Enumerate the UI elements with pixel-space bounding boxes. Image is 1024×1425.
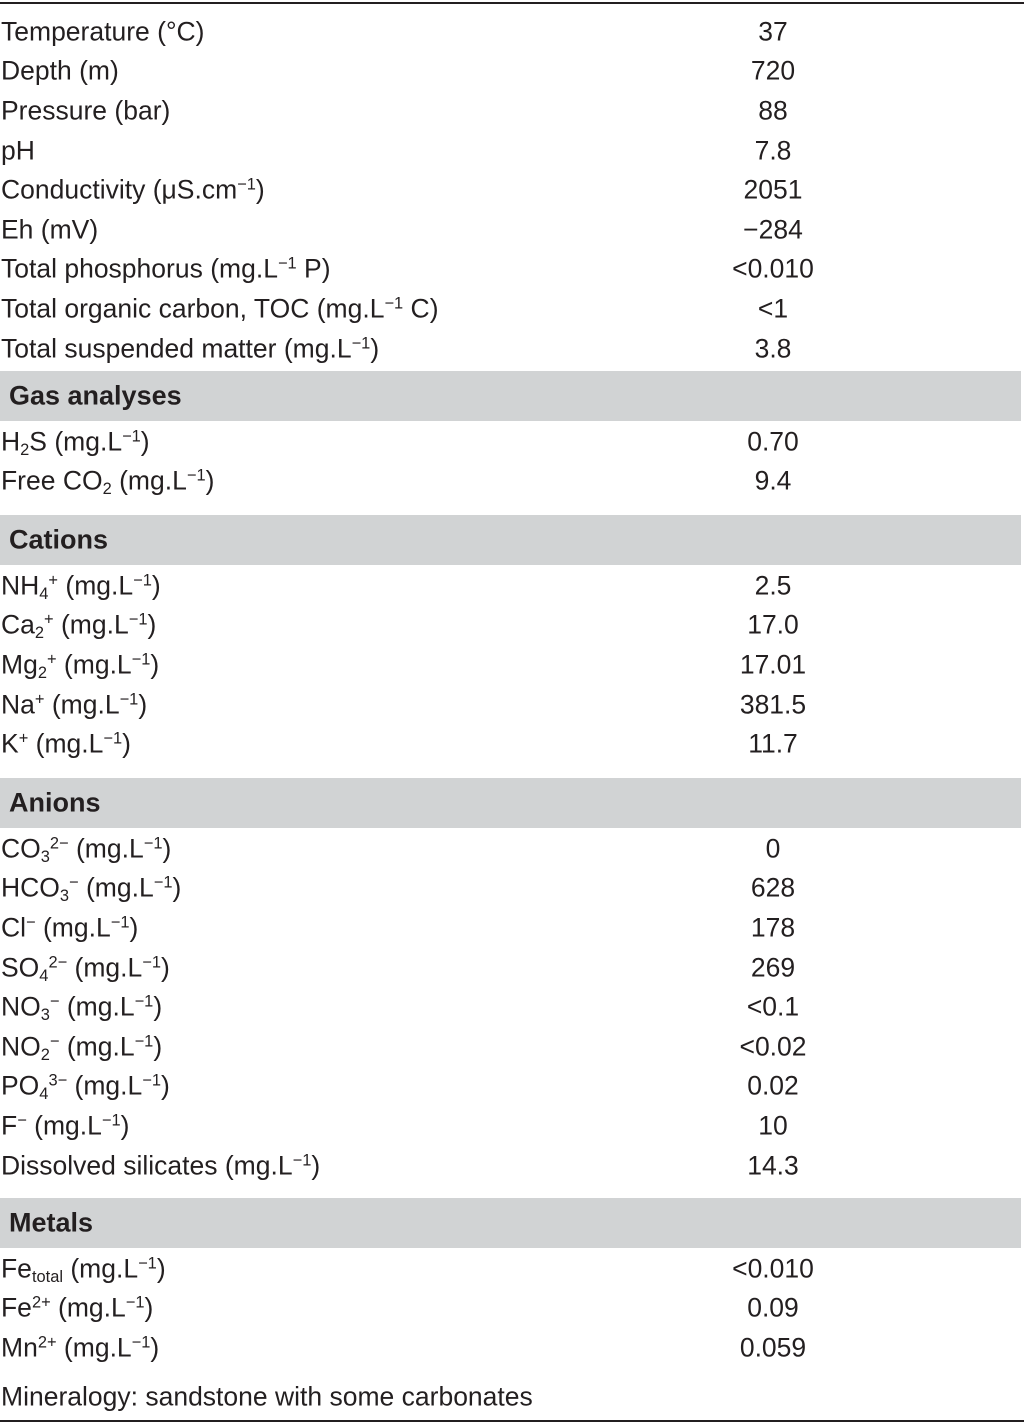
label-unit: (mg.L (58, 570, 134, 601)
label-unit-exponent: −1 (128, 610, 148, 629)
label-unit: (mg.L (217, 1150, 293, 1181)
label-unit: (mg.L (68, 833, 144, 864)
label-unit-close: ) (255, 174, 265, 205)
row-label (1, 466, 214, 497)
label-unit: (mg.L (59, 991, 135, 1022)
label-text: NH (1, 570, 40, 601)
label-ion-charge: 3− (48, 1071, 68, 1090)
row-value: 0.059 (739, 1332, 807, 1363)
label-unit: (mg.L (53, 609, 129, 640)
label-subscript: 4 (39, 966, 49, 985)
label-ion-charge: − (49, 992, 60, 1011)
label-unit-exponent: −1 (131, 1333, 151, 1352)
table-row (0, 1067, 1024, 1107)
table-row (0, 908, 1024, 948)
table-row (0, 987, 1024, 1027)
section-title: Metals (9, 1207, 94, 1238)
label-text: CO (1, 833, 41, 864)
row-value: 2.5 (754, 570, 792, 601)
label-subscript: 2 (20, 440, 30, 459)
row-value: 3.8 (754, 333, 792, 364)
label-ion-charge: + (34, 690, 45, 709)
table-row (0, 948, 1024, 988)
table-row (0, 329, 1024, 369)
table-row (0, 685, 1024, 725)
label-unit: (mg.L (56, 649, 132, 680)
row-value: 381.5 (739, 689, 807, 720)
label-text: Temperature (°C) (1, 16, 205, 47)
table-row (0, 566, 1024, 606)
table-row (0, 131, 1024, 171)
row-value: 14.3 (747, 1150, 799, 1181)
table-row (0, 52, 1024, 92)
label-unit-close: ) (162, 833, 172, 864)
label-unit-close: ) (153, 1031, 163, 1062)
table-bottom-rule (0, 1420, 1024, 1422)
row-value: 269 (750, 952, 796, 983)
label-subscript: 2 (37, 664, 47, 683)
row-label (1, 135, 35, 166)
row-label (1, 1253, 166, 1284)
label-unit: (mg.L (50, 1292, 126, 1323)
label-unit-exponent: −1 (122, 427, 141, 446)
label-unit-exponent: −1 (237, 175, 256, 194)
row-value: <0.010 (732, 253, 814, 284)
row-value: 17.01 (739, 649, 807, 680)
label-ion-charge: − (17, 1111, 27, 1130)
footnote-text: Mineralogy: sandstone with some carbonates (1, 1381, 533, 1412)
row-label (1, 426, 150, 457)
label-text: Total suspended matter (mg.L (1, 333, 352, 364)
label-unit: (mg.L (78, 872, 154, 903)
label-unit-exponent: −1 (133, 571, 152, 590)
label-unit-exponent: −1 (153, 873, 173, 892)
table-row (0, 1027, 1024, 1067)
row-label (1, 293, 439, 324)
row-label (1, 1332, 159, 1363)
label-unit-close: ) (161, 952, 170, 983)
label-unit-exponent: −1 (134, 1032, 154, 1051)
label-unit: (mg.L (67, 952, 143, 983)
label-text: Fe (1, 1292, 32, 1323)
table-row (0, 869, 1024, 909)
label-unit-close: ) (129, 912, 139, 943)
row-value: 628 (750, 872, 796, 903)
row-label (1, 689, 147, 720)
row-value: 7.8 (754, 135, 792, 166)
table-row (0, 1106, 1024, 1146)
label-subscript: 3 (40, 1006, 50, 1025)
label-unit-close: C) (403, 293, 439, 324)
label-subscript: 3 (40, 847, 50, 866)
row-value: 720 (750, 55, 796, 86)
label-text: pH (1, 135, 35, 166)
row-value: −284 (743, 214, 803, 245)
label-unit-close: ) (161, 1070, 170, 1101)
row-value: 2051 (743, 174, 803, 205)
row-value: 9.4 (754, 465, 792, 496)
label-unit: (mg.L (35, 912, 111, 943)
label-subscript: total (31, 1267, 63, 1286)
row-label (1, 952, 170, 983)
row-value: 17.0 (747, 609, 799, 640)
table-row (0, 170, 1024, 210)
label-text: Free CO (1, 465, 103, 496)
table-row (0, 645, 1024, 685)
label-text: Eh (mV) (1, 214, 99, 245)
row-label (1, 56, 119, 87)
label-subscript: 3 (59, 887, 70, 906)
label-ion-charge: − (49, 1032, 60, 1051)
label-unit-exponent: −1 (142, 1071, 162, 1090)
label-text: NO (1, 1031, 41, 1062)
row-label (1, 1110, 129, 1141)
label-unit-close: ) (156, 1253, 166, 1284)
label-unit-close: ) (140, 426, 150, 457)
label-subscript: 4 (39, 1085, 49, 1104)
row-label (1, 214, 98, 245)
label-text: HCO (1, 872, 60, 903)
table-row (0, 210, 1024, 250)
row-label (1, 1031, 162, 1062)
label-unit-exponent: −1 (143, 834, 163, 853)
label-text: Dissolved silicates (1, 1150, 218, 1181)
label-unit-close: ) (147, 609, 157, 640)
section-title: Gas analyses (9, 380, 182, 411)
label-unit-close: ) (151, 570, 161, 601)
row-label (1, 254, 331, 285)
table-row (0, 829, 1024, 869)
row-label (1, 1150, 320, 1181)
label-text: Cl (1, 912, 27, 943)
label-unit-exponent: −1 (131, 650, 151, 669)
row-value: 88 (758, 95, 788, 126)
table-row (0, 91, 1024, 131)
label-unit-close: ) (144, 1292, 154, 1323)
table-row (0, 1249, 1024, 1289)
row-value: 0.02 (747, 1070, 799, 1101)
label-text: Mg (1, 649, 38, 680)
section-header-gas (0, 369, 1021, 421)
section-title: Anions (9, 787, 101, 818)
table-row (0, 289, 1024, 329)
row-label (1, 729, 131, 760)
row-value: 11.7 (748, 728, 798, 759)
section-title: Cations (9, 524, 109, 555)
label-unit-close: ) (122, 728, 131, 759)
row-label (1, 873, 181, 904)
row-value: <0.02 (739, 1031, 807, 1062)
row-value: 37 (758, 16, 788, 47)
row-label (1, 95, 170, 126)
label-unit: (mg.L (56, 1332, 132, 1363)
row-label (1, 992, 162, 1023)
label-unit-close: ) (153, 991, 163, 1022)
label-subscript: 2 (102, 480, 112, 499)
label-text: Total phosphorus (mg.L (1, 253, 278, 284)
label-unit-exponent: −1 (384, 294, 404, 313)
table-top-rule (0, 2, 1024, 4)
label-unit-close: ) (138, 689, 148, 720)
label-unit-close: P) (296, 253, 331, 284)
row-value: 178 (750, 912, 796, 943)
table-row (0, 12, 1024, 52)
label-unit-close: ) (370, 333, 380, 364)
label-text: F (1, 1110, 18, 1141)
row-label (1, 1071, 170, 1102)
label-text: PO (1, 1070, 40, 1101)
label-text: NO (1, 991, 41, 1022)
label-subscript: 4 (39, 584, 49, 603)
row-label (1, 1293, 153, 1324)
label-unit-close: ) (311, 1150, 321, 1181)
label-ion-charge: + (46, 650, 57, 669)
label-unit-exponent: −1 (142, 953, 162, 972)
row-label (1, 610, 156, 641)
label-unit: (mg.L (26, 1110, 102, 1141)
label-ion-charge: 2− (48, 953, 68, 972)
label-text: Mn (1, 1332, 38, 1363)
label-text: Fe (1, 1253, 32, 1284)
row-label (1, 570, 161, 601)
label-ion-charge: + (18, 729, 29, 748)
label-unit: (mg.L (62, 1253, 139, 1284)
label-unit-close: ) (150, 649, 160, 680)
label-unit-exponent: −1 (103, 729, 123, 748)
row-value: <0.010 (732, 1253, 814, 1284)
label-unit-exponent: −1 (138, 1254, 157, 1273)
table-footnote (0, 1377, 1024, 1417)
label-ion-charge: + (44, 610, 54, 629)
label-unit: (mg.L (111, 465, 187, 496)
table-row (0, 1289, 1024, 1329)
label-text: Total organic carbon, TOC (mg.L (1, 293, 385, 324)
label-text: Conductivity (μS.cm (1, 174, 238, 205)
table-row (0, 724, 1024, 764)
label-unit-close: ) (172, 872, 182, 903)
section-header-metals (0, 1196, 1021, 1248)
label-unit-exponent: −1 (119, 690, 139, 709)
row-value: 0.70 (747, 426, 799, 457)
row-label (1, 16, 205, 47)
table-row (0, 1328, 1024, 1368)
label-ion-charge: 2− (49, 834, 69, 853)
row-label (1, 912, 138, 943)
label-text: Na (1, 689, 35, 720)
label-unit-exponent: −1 (277, 254, 297, 273)
row-value: 0.09 (747, 1292, 799, 1323)
label-subscript: 2 (40, 1045, 50, 1064)
table-row (0, 250, 1024, 290)
row-value: <1 (757, 293, 789, 324)
label-unit-exponent: −1 (101, 1111, 121, 1130)
table-row (0, 606, 1024, 646)
row-label (1, 649, 160, 683)
label-text: Pressure (bar) (1, 95, 171, 126)
label-unit: (mg.L (44, 689, 120, 720)
label-unit-close: ) (150, 1332, 160, 1363)
section-header-anions (0, 776, 1021, 828)
table-row (0, 422, 1024, 462)
label-unit: (mg.L (67, 1070, 143, 1101)
label-unit: S (mg.L (29, 426, 123, 457)
label-ion-charge: 2+ (31, 1293, 51, 1312)
label-unit-exponent: −1 (292, 1151, 312, 1170)
label-unit: (mg.L (59, 1031, 135, 1062)
label-ion-charge: − (69, 873, 79, 892)
label-unit-exponent: −1 (125, 1293, 145, 1312)
row-value: 0 (765, 833, 781, 864)
label-unit-exponent: −1 (134, 992, 154, 1011)
label-unit-close: ) (205, 465, 215, 496)
label-unit-close: ) (120, 1110, 130, 1141)
section-header-cations (0, 513, 1021, 565)
row-label (1, 333, 379, 364)
label-unit-exponent: −1 (186, 466, 206, 485)
label-text: H (1, 426, 21, 457)
label-subscript: 2 (34, 624, 45, 643)
label-ion-charge: + (48, 571, 59, 590)
label-ion-charge: − (26, 913, 36, 932)
label-unit-exponent: −1 (351, 334, 371, 353)
label-unit: (mg.L (28, 728, 104, 759)
row-label (1, 175, 265, 206)
label-text: K (1, 728, 19, 759)
row-value: <0.1 (746, 991, 800, 1022)
table-row (0, 462, 1024, 502)
label-ion-charge: 2+ (37, 1333, 57, 1352)
row-label (1, 833, 171, 864)
label-unit-exponent: −1 (110, 913, 130, 932)
label-text: Depth (m) (1, 55, 119, 86)
label-text: SO (1, 952, 40, 983)
label-text: Ca (1, 609, 35, 640)
row-value: 10 (758, 1110, 788, 1141)
table-row (0, 1146, 1024, 1186)
